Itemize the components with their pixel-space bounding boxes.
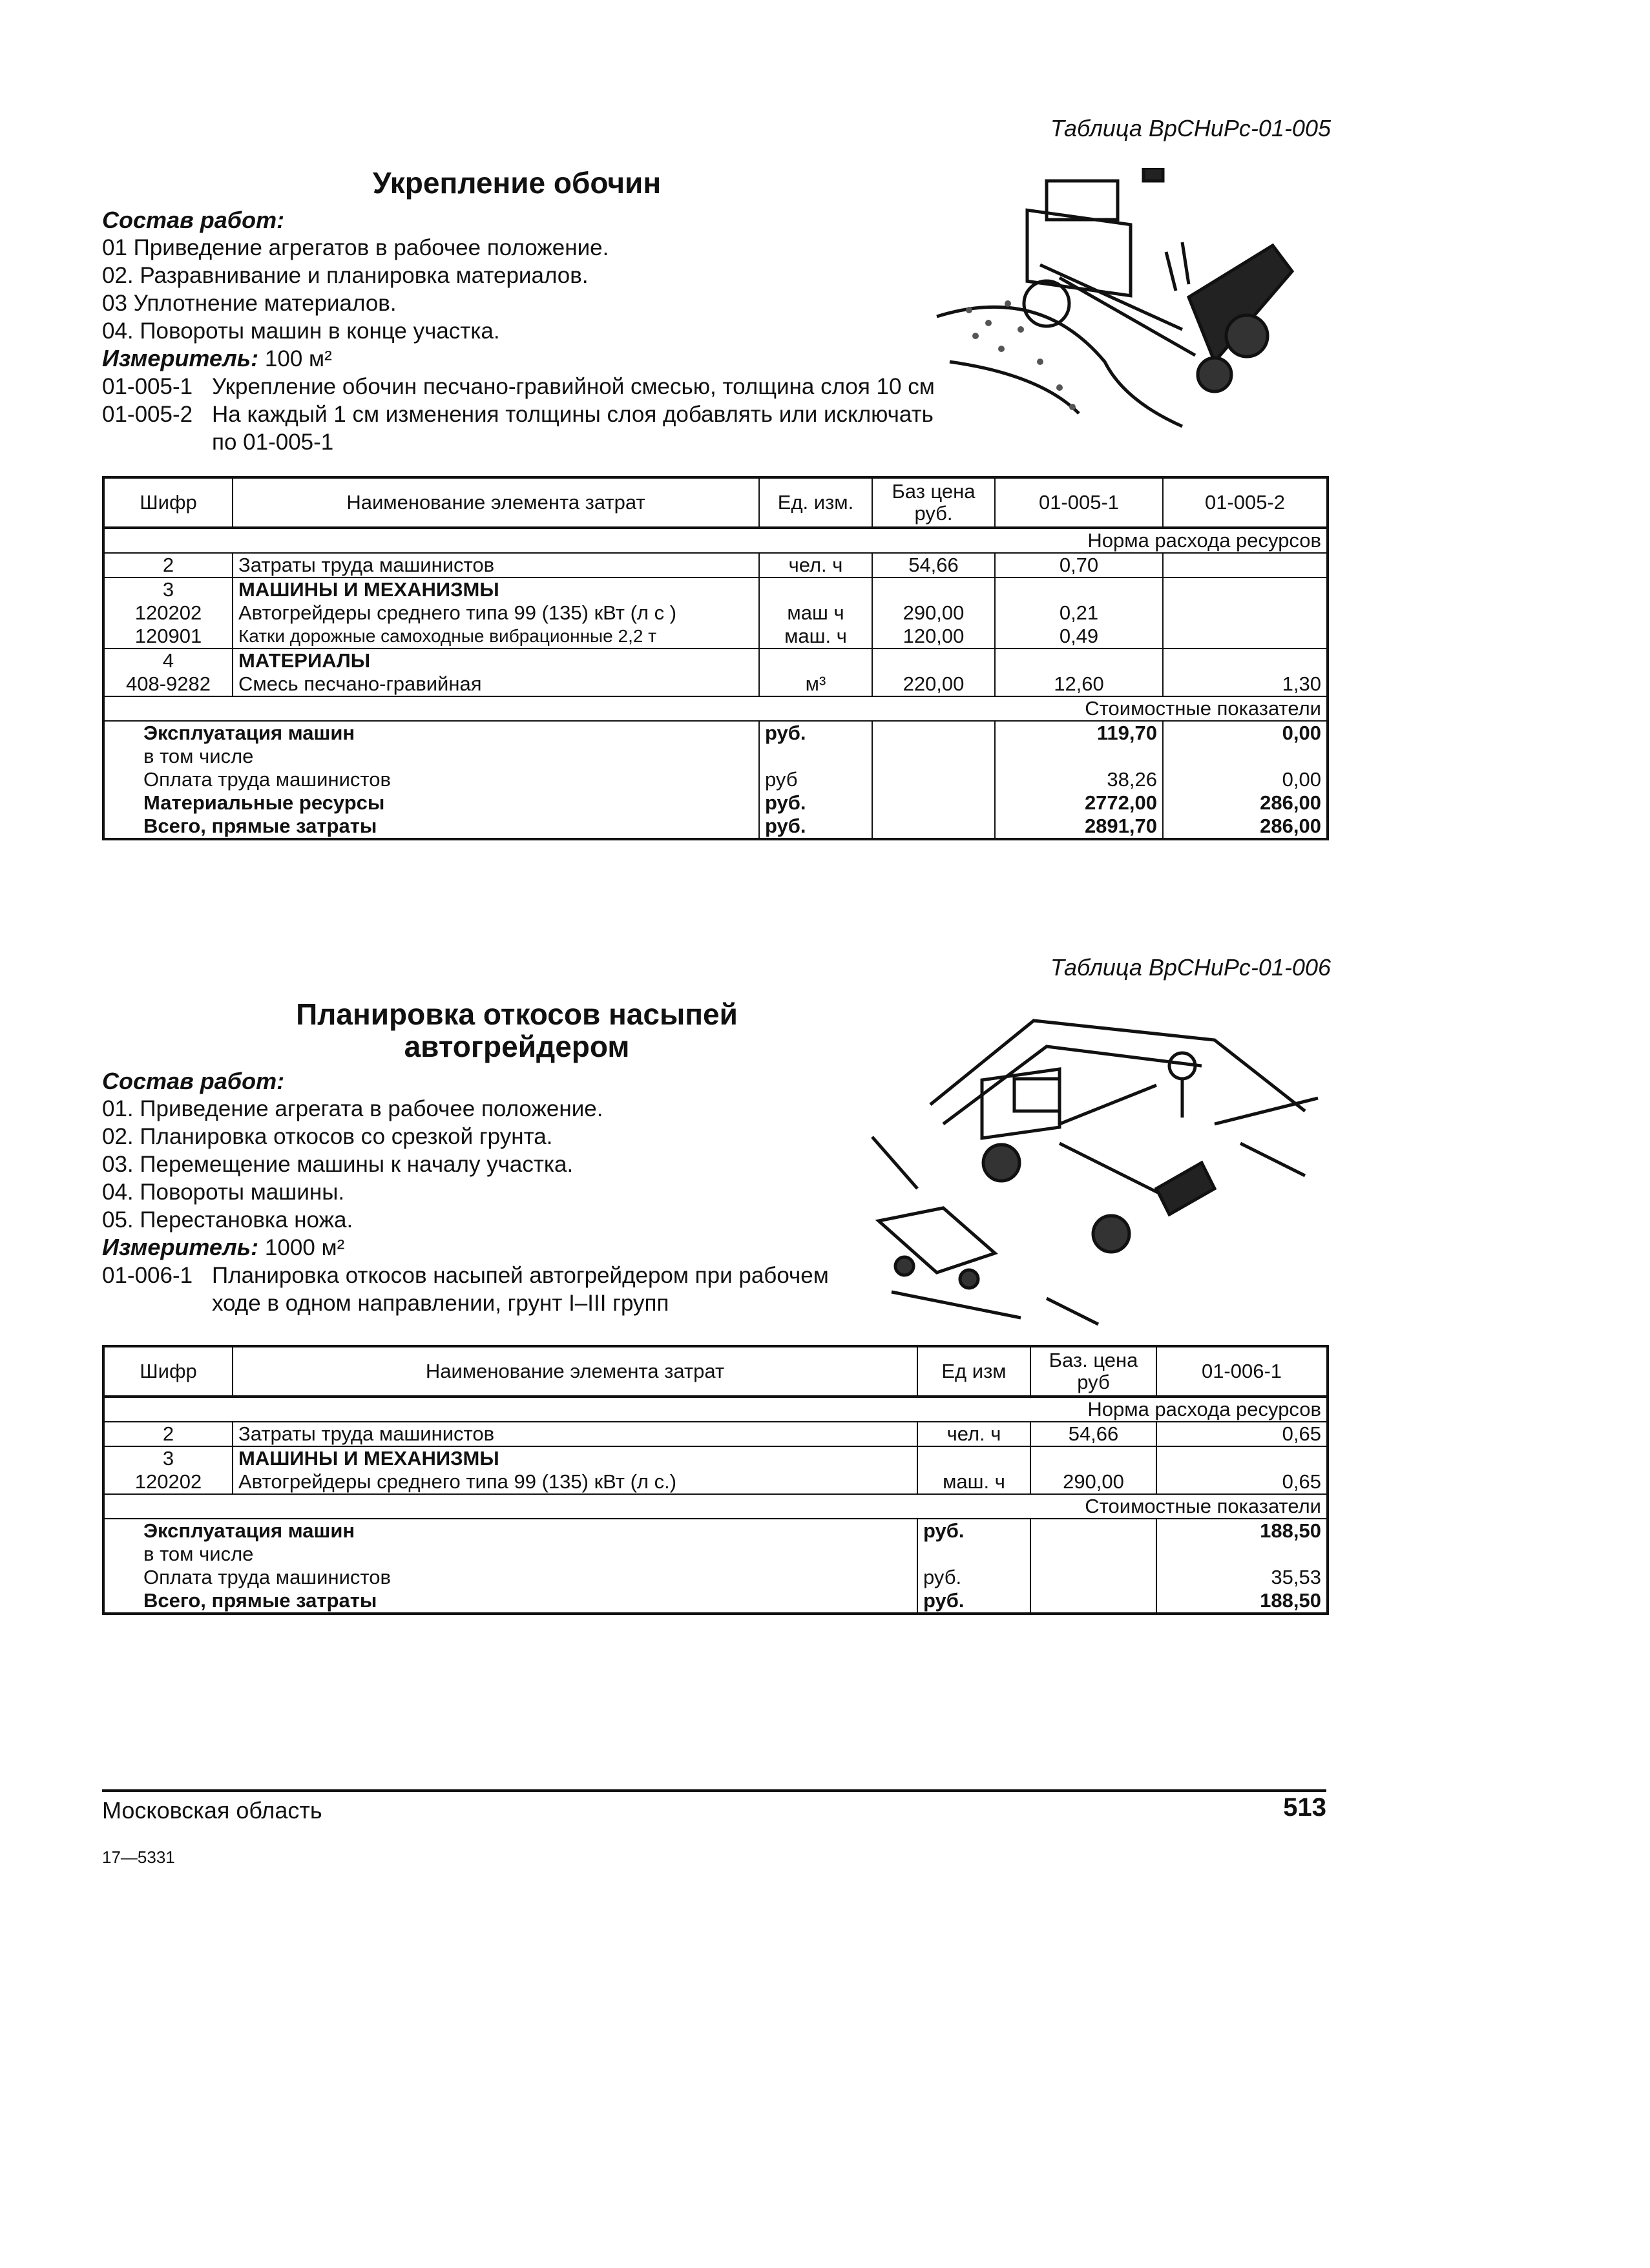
cell-value: 0,65 bbox=[1156, 1470, 1328, 1494]
norm-section-header: Норма расхода ресурсов bbox=[103, 1397, 1328, 1422]
cell-value: 1,30 bbox=[1163, 672, 1328, 696]
page-number: 513 bbox=[1283, 1793, 1326, 1822]
column-header: 01-006-1 bbox=[1156, 1346, 1328, 1397]
cell-unit: м³ bbox=[759, 672, 872, 696]
cost-value: 188,50 bbox=[1156, 1519, 1328, 1543]
column-header: 01-005-1 bbox=[995, 477, 1163, 528]
column-header: Наименование элемента затрат bbox=[233, 477, 759, 528]
table-row bbox=[103, 1446, 1328, 1470]
cell-price: 220,00 bbox=[872, 672, 995, 696]
table-row bbox=[103, 649, 1328, 672]
cell-name: Затраты труда машинистов bbox=[233, 1422, 917, 1446]
cell-code: 408-9282 bbox=[103, 672, 233, 696]
cost-row bbox=[103, 1543, 1328, 1566]
code-list bbox=[102, 373, 942, 456]
cell-unit: чел. ч bbox=[759, 553, 872, 577]
column-header: Наименование элемента затрат bbox=[233, 1346, 917, 1397]
code-description: Планировка откосов насыпей автогрейдером при рабочем ходе в одном направлении, грунт I–III групп bbox=[212, 1263, 829, 1316]
list-item: 02. Планировка откосов со срезкой грунта. bbox=[102, 1124, 553, 1149]
cell-price: 54,66 bbox=[1030, 1422, 1156, 1446]
cell-price: 54,66 bbox=[872, 553, 995, 577]
cost-unit: руб bbox=[759, 768, 872, 791]
cost-value: 286,00 bbox=[1163, 815, 1328, 839]
list-item: 03 Уплотнение материалов. bbox=[102, 291, 397, 316]
cost-label: Оплата труда машинистов bbox=[103, 768, 759, 791]
code-description: Укрепление обочин песчано-гравийной смесью, толщина слоя 10 см bbox=[212, 374, 935, 399]
cost-section-header: Стоимостные показатели bbox=[103, 696, 1328, 721]
cell-name: Катки дорожные самоходные вибрационные 2,2 т bbox=[233, 625, 759, 649]
code: 01-005-2 bbox=[102, 402, 193, 427]
composition-label: Состав работ: bbox=[102, 207, 285, 233]
cost-value: 286,00 bbox=[1163, 791, 1328, 815]
cost-value: 188,50 bbox=[1156, 1589, 1328, 1614]
cost-row bbox=[103, 1519, 1328, 1543]
cost-value: 38,26 bbox=[995, 768, 1163, 791]
cost-label: Всего, прямые затраты bbox=[103, 1589, 917, 1614]
cell-value: 0,65 bbox=[1156, 1422, 1328, 1446]
cost-label: в том числе bbox=[103, 1543, 917, 1566]
cost-label: Эксплуатация машин bbox=[103, 721, 759, 745]
cell-name: Смесь песчано-гравийная bbox=[233, 672, 759, 696]
cell-unit: маш. ч bbox=[917, 1470, 1030, 1494]
table-row bbox=[103, 601, 1328, 625]
meter-label: Измеритель: bbox=[102, 345, 259, 371]
cost-label: в том числе bbox=[103, 745, 759, 768]
cost-row bbox=[103, 745, 1328, 768]
cell-name: МАШИНЫ И МЕХАНИЗМЫ bbox=[233, 1446, 917, 1470]
meter-value: 1000 м² bbox=[264, 1235, 345, 1260]
cell-value: 0,49 bbox=[995, 625, 1163, 649]
list-item: 01 Приведение агрегатов в рабочее положение. bbox=[102, 235, 609, 260]
cell-code: 3 bbox=[103, 577, 233, 601]
cost-row bbox=[103, 815, 1328, 839]
column-header: Шифр bbox=[103, 477, 233, 528]
composition-label: Состав работ: bbox=[102, 1068, 285, 1094]
cost-label: Оплата труда машинистов bbox=[103, 1566, 917, 1589]
cost-value: 0,00 bbox=[1163, 768, 1328, 791]
column-header: Ед. изм. bbox=[759, 477, 872, 528]
column-header: 01-005-2 bbox=[1163, 477, 1328, 528]
code-description: На каждый 1 см изменения толщины слоя добавлять или исключать по 01-005-1 bbox=[212, 402, 934, 455]
norm-section-header: Норма расхода ресурсов bbox=[103, 528, 1328, 553]
cost-row bbox=[103, 1566, 1328, 1589]
cell-code: 4 bbox=[103, 649, 233, 672]
cell-value bbox=[1163, 601, 1328, 625]
cost-unit: руб. bbox=[917, 1589, 1030, 1614]
cost-value: 2891,70 bbox=[995, 815, 1163, 839]
meter-label: Измеритель: bbox=[102, 1234, 259, 1260]
cell-value bbox=[1163, 625, 1328, 649]
cost-unit: руб. bbox=[917, 1519, 1030, 1543]
table-row bbox=[103, 1470, 1328, 1494]
meter bbox=[102, 345, 332, 372]
list-item: 04. Повороты машины. bbox=[102, 1180, 345, 1205]
cell-price: 120,00 bbox=[872, 625, 995, 649]
list-item: 05. Перестановка ножа. bbox=[102, 1207, 353, 1233]
list-item: 03. Перемещение машины к началу участка. bbox=[102, 1152, 574, 1177]
cell-code: 2 bbox=[103, 553, 233, 577]
section-title bbox=[245, 998, 788, 1063]
cost-value: 35,53 bbox=[1156, 1566, 1328, 1589]
cell-value bbox=[1163, 553, 1328, 577]
column-header: Баз. цена руб bbox=[1030, 1346, 1156, 1397]
column-header: Баз цена руб. bbox=[872, 477, 995, 528]
cost-row bbox=[103, 768, 1328, 791]
cost-row bbox=[103, 791, 1328, 815]
table-label: Таблица ВрСНиРс-01-005 bbox=[1050, 115, 1331, 141]
cost-row bbox=[103, 721, 1328, 745]
motor-grader-illustration bbox=[911, 168, 1331, 459]
resource-table-01-006 bbox=[102, 1345, 1329, 1615]
composition-list bbox=[102, 234, 609, 345]
cell-name: Автогрейдеры среднего типа 99 (135) кВт (л с ) bbox=[233, 601, 759, 625]
list-item: 02. Разравнивание и планировка материалов. bbox=[102, 263, 589, 288]
code: 01-006-1 bbox=[102, 1263, 193, 1288]
list-item: 04. Повороты машин в конце участка. bbox=[102, 318, 500, 344]
cost-label: Материальные ресурсы bbox=[103, 791, 759, 815]
table-row bbox=[103, 577, 1328, 601]
footer-divider bbox=[102, 1789, 1326, 1792]
cell-name: МАШИНЫ И МЕХАНИЗМЫ bbox=[233, 577, 759, 601]
footer-region: Московская область bbox=[102, 1797, 322, 1824]
table-row bbox=[103, 672, 1328, 696]
cost-section-header: Стоимостные показатели bbox=[103, 1494, 1328, 1519]
cell-code: 120901 bbox=[103, 625, 233, 649]
column-header: Шифр bbox=[103, 1346, 233, 1397]
cost-value: 119,70 bbox=[995, 721, 1163, 745]
composition-list bbox=[102, 1095, 603, 1234]
section-title-line: Планировка откосов насыпей bbox=[296, 997, 738, 1031]
cell-name: Автогрейдеры среднего типа 99 (135) кВт (л с.) bbox=[233, 1470, 917, 1494]
table-row bbox=[103, 625, 1328, 649]
code-list bbox=[102, 1262, 864, 1317]
resource-table-01-005 bbox=[102, 476, 1329, 840]
cell-code: 120202 bbox=[103, 601, 233, 625]
cell-price: 290,00 bbox=[872, 601, 995, 625]
code-row bbox=[102, 1262, 864, 1317]
cell-value: 12,60 bbox=[995, 672, 1163, 696]
cost-value: 2772,00 bbox=[995, 791, 1163, 815]
cell-price: 290,00 bbox=[1030, 1470, 1156, 1494]
cost-unit: руб. bbox=[917, 1566, 1030, 1589]
code-row bbox=[102, 373, 942, 401]
cell-name: МАТЕРИАЛЫ bbox=[233, 649, 759, 672]
print-code: 17—5331 bbox=[102, 1847, 175, 1867]
code: 01-005-1 bbox=[102, 374, 193, 399]
cost-unit: руб. bbox=[759, 791, 872, 815]
column-header: Ед изм bbox=[917, 1346, 1030, 1397]
cell-value: 0,70 bbox=[995, 553, 1163, 577]
cost-row bbox=[103, 1589, 1328, 1614]
cell-value: 0,21 bbox=[995, 601, 1163, 625]
cost-unit: руб. bbox=[759, 721, 872, 745]
meter bbox=[102, 1234, 344, 1261]
grader-slope-illustration bbox=[853, 995, 1331, 1331]
section-title-line: автогрейдером bbox=[404, 1030, 630, 1063]
cost-unit: руб. bbox=[759, 815, 872, 839]
cost-value: 0,00 bbox=[1163, 721, 1328, 745]
table-label: Таблица ВрСНиРс-01-006 bbox=[1050, 954, 1331, 981]
cell-name: Затраты труда машинистов bbox=[233, 553, 759, 577]
cost-label: Всего, прямые затраты bbox=[103, 815, 759, 839]
cost-label: Эксплуатация машин bbox=[103, 1519, 917, 1543]
meter-value: 100 м² bbox=[264, 346, 332, 371]
table-row bbox=[103, 1422, 1328, 1446]
table-row bbox=[103, 553, 1328, 577]
code-row bbox=[102, 401, 942, 456]
cell-code: 3 bbox=[103, 1446, 233, 1470]
cell-unit: чел. ч bbox=[917, 1422, 1030, 1446]
list-item: 01. Приведение агрегата в рабочее положение. bbox=[102, 1096, 603, 1121]
section-title: Укрепление обочин bbox=[372, 166, 662, 200]
cell-code: 2 bbox=[103, 1422, 233, 1446]
cell-unit: маш. ч bbox=[759, 625, 872, 649]
cell-unit: маш ч bbox=[759, 601, 872, 625]
cell-code: 120202 bbox=[103, 1470, 233, 1494]
